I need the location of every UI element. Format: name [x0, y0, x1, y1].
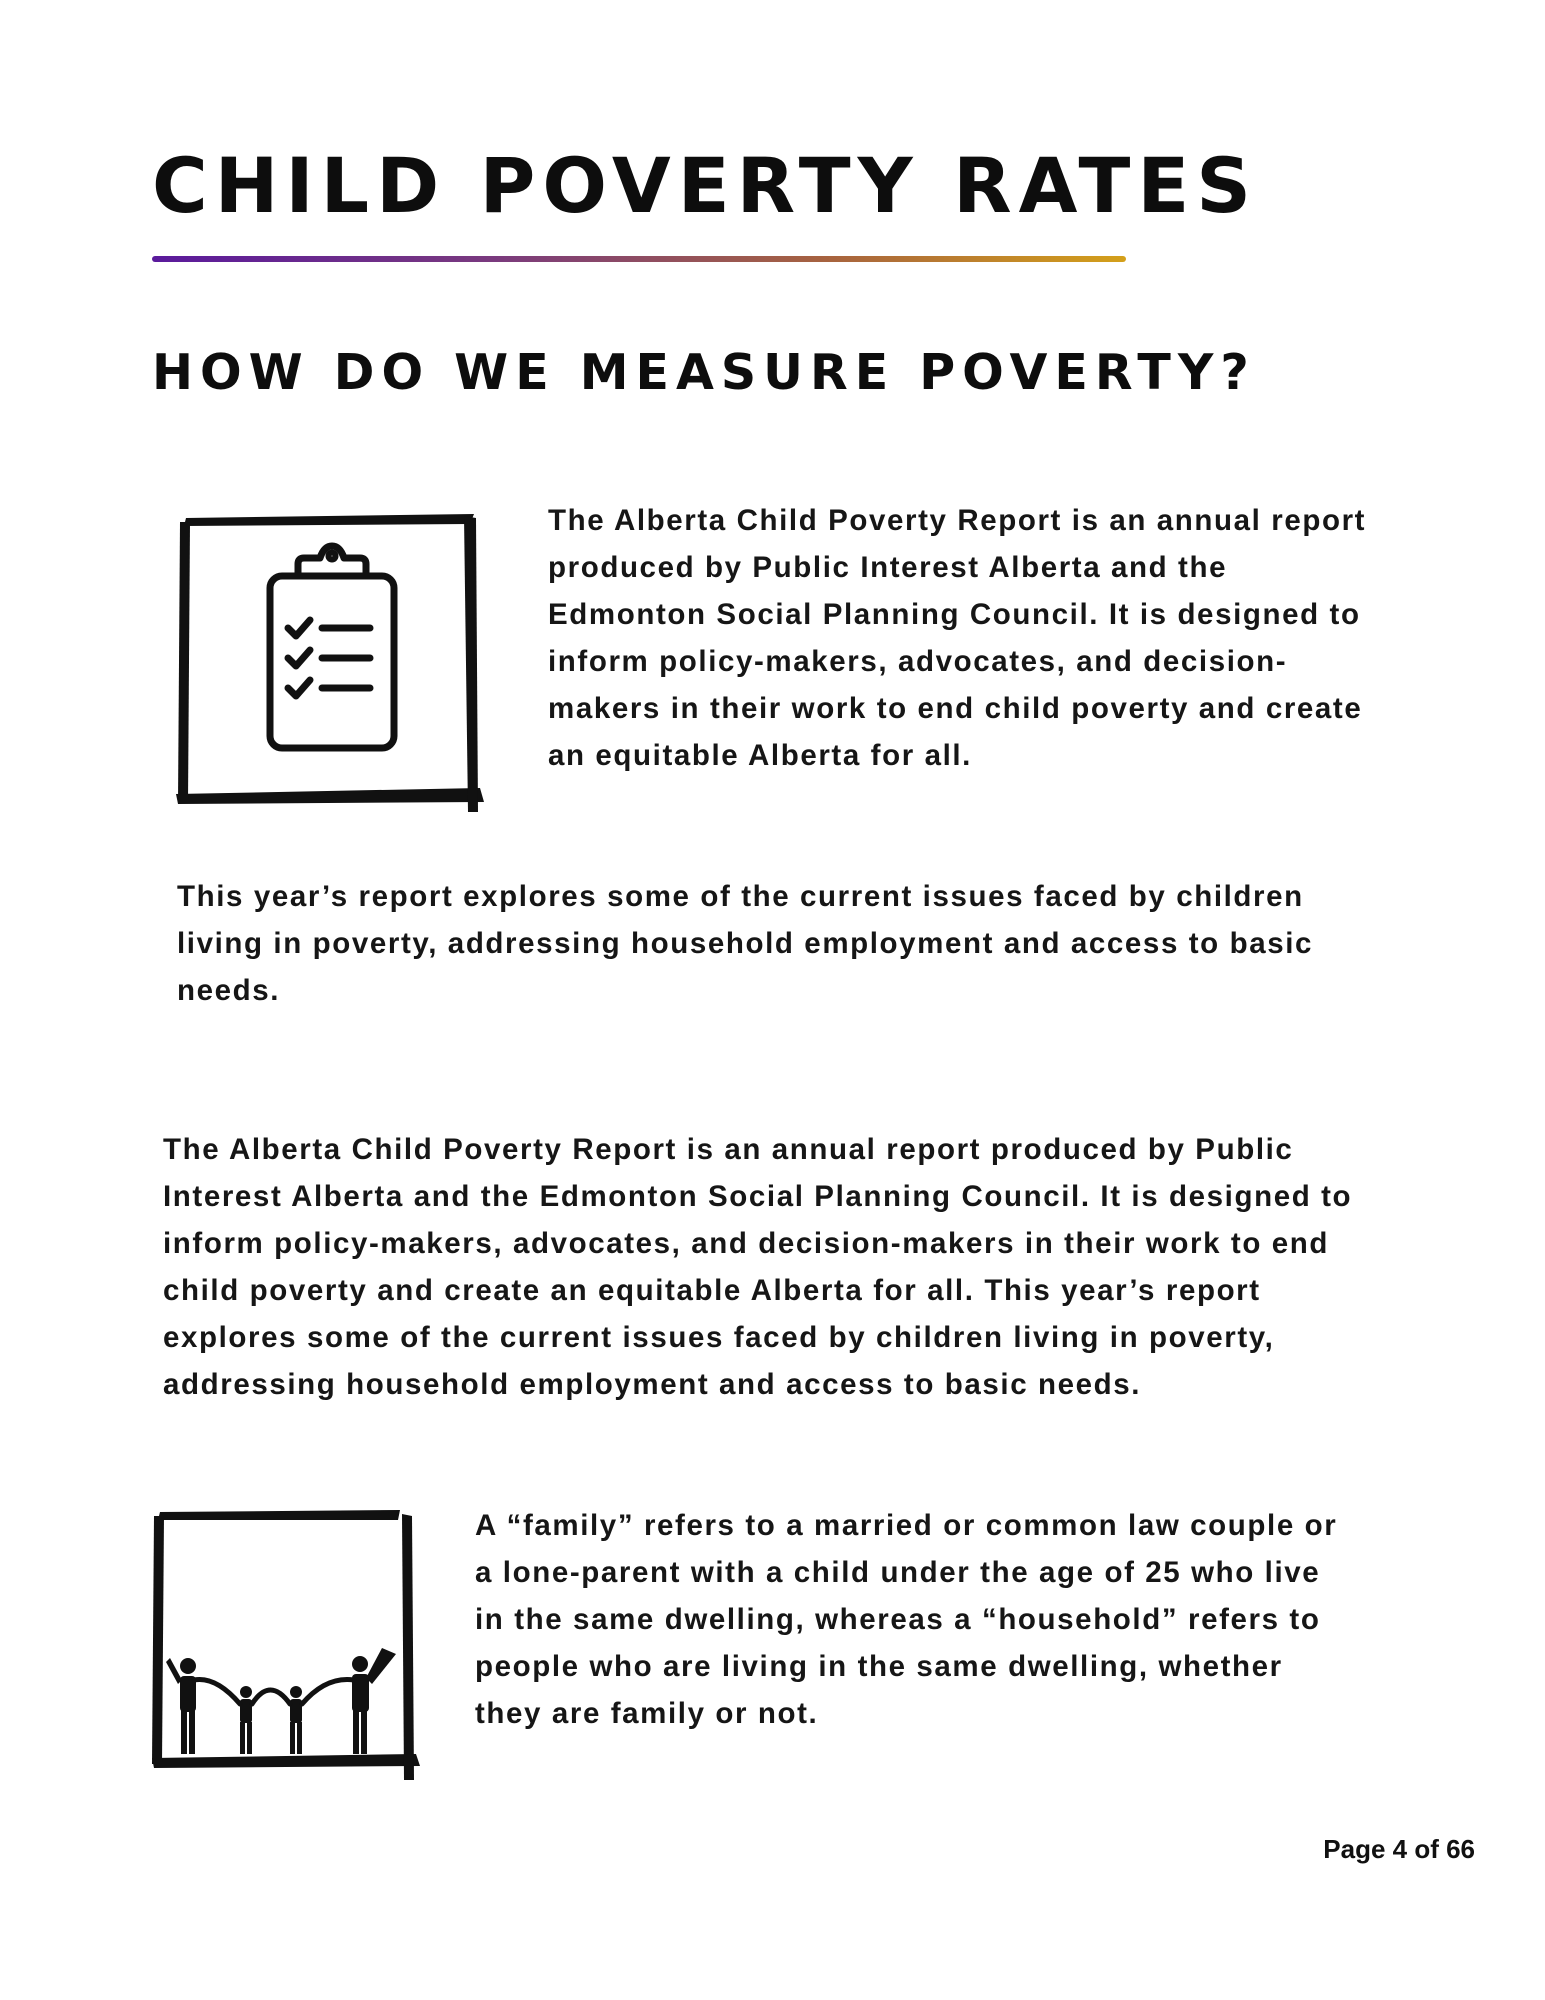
section-heading: HOW DO WE MEASURE POVERTY? [152, 344, 1256, 401]
intro-paragraph: The Alberta Child Poverty Report is an annual report produced by Public Interest Alberta and the Edmonton Social Planning Council. It is designed to inform policy-makers, advocates, and decision-makers in their work to end child poverty and create an equitable Alberta for all. [548, 504, 1367, 772]
page-number: Page 4 of 66 [1323, 1834, 1475, 1864]
family-definition-paragraph: A “family” refers to a married or common law couple or a lone-parent with a child under the age of 25 who live in the same dwelling, whereas a “household” refers to people who are living in the same dwelling, whether they are family or not. [475, 1509, 1338, 1730]
clipboard-checklist-icon [174, 512, 486, 817]
summary-paragraph: The Alberta Child Poverty Report is an annual report produced by Public Interest Alberta and the Edmonton Social Planning Council. It is designed to inform policy-makers, advocates, and decision-makers in their work to end child poverty and create an equitable Alberta for all. This year’s report explores some of the current issues faced by children living in poverty, addressing household employment and access to basic needs. [163, 1133, 1353, 1401]
report-scope-paragraph: This year’s report explores some of the current issues faced by children living in poverty, addressing household employment and access to basic needs. [177, 880, 1314, 1007]
page-title: CHILD POVERTY RATES [152, 141, 1259, 230]
family-frame [150, 1508, 432, 1786]
title-underline [152, 256, 1126, 262]
clipboard-frame [174, 512, 486, 817]
family-silhouette-icon [150, 1508, 432, 1786]
